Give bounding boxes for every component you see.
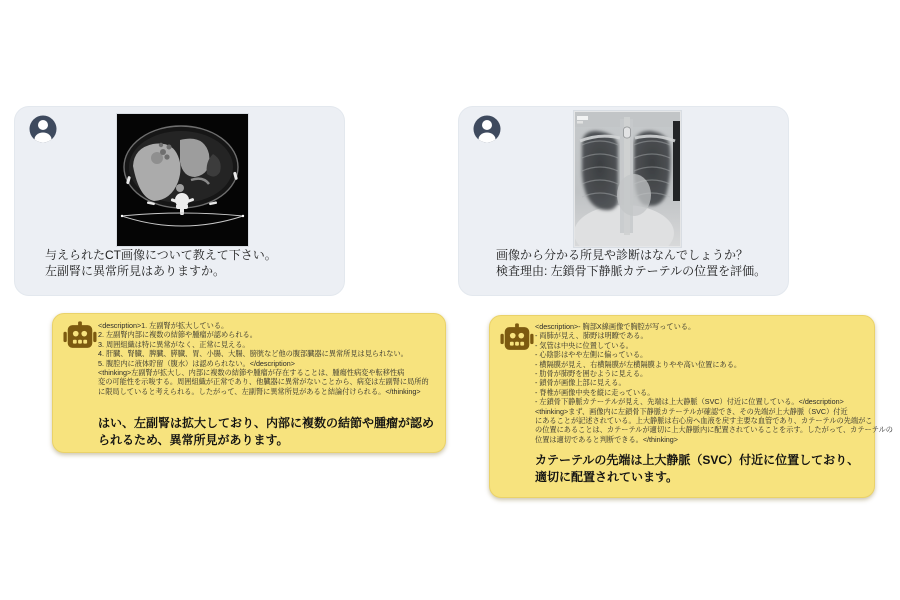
analysis-line: <thinking>まず、画像内に左鎖骨下静脈カテーテルが確認でき、その先端が上大静脈（SVC）付近 <box>535 406 848 416</box>
analysis-line: - 気管は中央に位置している。 <box>535 340 633 350</box>
analysis-line: の位置にあることは、カテーテルが適切に上大静脈内に配置されていることを示す。したがって、カテーテルの <box>535 425 893 435</box>
user-message-line: 左副腎に異常所見はありますか。 <box>45 264 226 278</box>
analysis-line: <description>1. 左副腎が拡大している。 <box>98 321 229 330</box>
analysis-line: - 脊椎が画像中央を縦に走っている。 <box>535 387 655 397</box>
user-message-card-right <box>458 106 789 296</box>
analysis-line: - 鎖骨が画像上部に見える。 <box>535 378 626 388</box>
user-message-text <box>45 247 277 279</box>
abdominal-ct-image <box>117 114 248 246</box>
chest-xray-image <box>574 111 681 247</box>
user-message-card-left <box>14 106 345 296</box>
assistant-conclusion-text: カテーテルの先端は上大静脈（SVC）付近に位置しており、適切に配置されています。 <box>535 453 860 484</box>
analysis-line: 変の可能性を示唆する。周囲組織が正常であり、他臓器に異常がないことから、病変は左副腎に局所的 <box>98 377 429 387</box>
analysis-line: - 両肺が見え、肺野は明瞭である。 <box>535 331 648 341</box>
robot-icon <box>63 321 97 352</box>
user-avatar-icon <box>29 115 57 143</box>
analysis-line: - 横隔膜が見え、右横隔膜が左横隔膜よりやや高い位置にある。 <box>535 359 742 369</box>
analysis-line: <description>- 胸部X線画像で胸腔が写っている。 <box>535 322 696 331</box>
user-message-line: 画像から分かる所見や診断はなんでしょうか？ <box>496 248 749 262</box>
assistant-response-card-right <box>489 315 893 498</box>
assistant-conclusion-text: はい、左副腎は拡大しており、内部に複数の結節や腫瘤が認められるため、異常所見があります。 <box>98 416 435 447</box>
analysis-line: 2. 左副腎内部に複数の結節や腫瘤が認められる。 <box>98 330 257 340</box>
analysis-line: 5. 腹腔内に液体貯留（腹水）は認められない。</description> <box>98 358 295 368</box>
user-message-line: 検査理由: 左鎖骨下静脈カテーテルの位置を評価。 <box>496 264 767 278</box>
assistant-analysis-text <box>535 322 893 444</box>
analysis-line: にあることが記述されている。上大静脈は右心房へ血液を戻す主要な血管であり、カテーテルの先端がこ <box>535 416 873 426</box>
analysis-line: - 心陰影はやや左側に偏っている。 <box>535 350 648 360</box>
analysis-line: - 左鎖骨下静脈カテーテルが見え、先端は上大静脈（SVC）付近に位置している。</description> <box>535 397 844 407</box>
analysis-line: 4. 肝臓、腎臓、脾臓、膵臓、胃、小腸、大腸、膀胱など他の腹部臓器に異常所見は見られない。 <box>98 349 408 359</box>
user-message-text <box>496 247 766 279</box>
user-message-line: 与えられたCT画像について教えて下さい。 <box>45 248 277 262</box>
analysis-line: - 肋骨が肺野を囲むように見える。 <box>535 369 648 379</box>
assistant-response-card-left <box>52 313 446 453</box>
analysis-line: 3. 周囲組織は特に異常がなく、正常に見える。 <box>98 339 250 349</box>
analysis-line: に限局していると考えられる。したがって、左副腎に異常所見があると結論付けられる。</thinking> <box>98 386 421 396</box>
user-avatar-icon <box>473 115 501 143</box>
analysis-line: 位置は適切であると判断できる。</thinking> <box>535 434 678 444</box>
robot-icon <box>500 323 534 354</box>
assistant-analysis-text <box>98 321 429 396</box>
analysis-line: <thinking>左副腎が拡大し、内部に複数の結節や腫瘤が存在することは、腫瘍性病変や転移性病 <box>98 368 405 378</box>
